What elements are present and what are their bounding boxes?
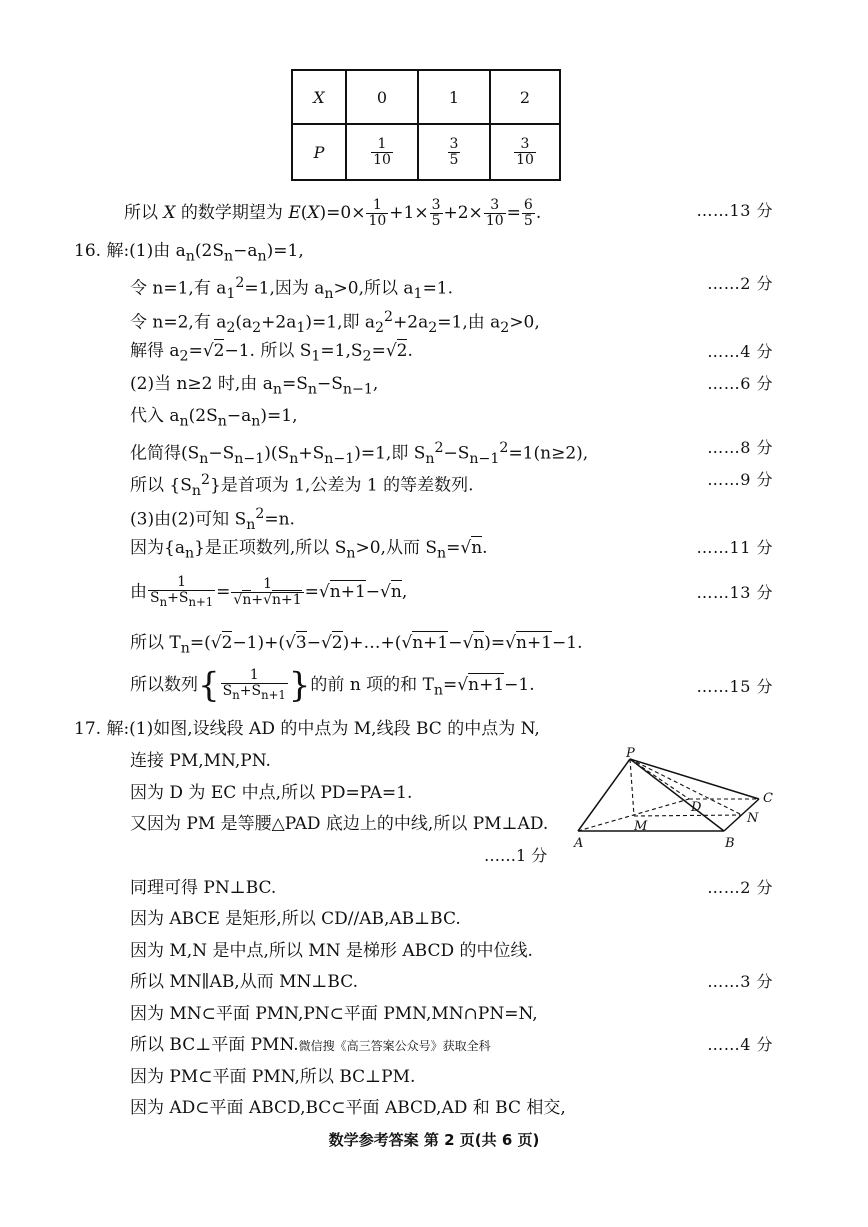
label-d: D (691, 800, 702, 815)
solution-line: 又因为 PM 是等腰△PAD 底边上的中线,所以 PM⊥AD. (130, 814, 549, 834)
score-marker: ……15 分 (696, 677, 773, 696)
label-a: A (574, 836, 584, 851)
label-p: P (626, 746, 635, 761)
score-marker: ……1 分 (484, 846, 548, 865)
page-footer: 数学参考答案 第 2 页(共 6 页) (328, 1131, 540, 1149)
label-c: C (763, 791, 773, 806)
table-header-x: X (292, 70, 346, 124)
solution-line: 因为 MN⊂平面 PMN,PN⊂平面 PMN,MN∩PN=N, (130, 1004, 538, 1024)
question-17-heading: 17. 解:(1)如图,设线段 AD 的中点为 M,线段 BC 的中点为 N, (74, 719, 540, 739)
solution-line: 化简得$(S_n-S_{n-1})(S_n+S_{n-1})=1$,即 $S_n^2-S_{n-1}^2=1(n\ge 2)$, (130, 440, 589, 468)
score-marker: ……4 分 (707, 1035, 773, 1054)
segment-pm (630, 759, 634, 816)
expectation-line: 所以 X 的数学期望为 E(X)=0× $\frac{1}{10}$ +1× $\frac{3}{5}$ +2× $\frac{3}{10}$ = $\frac{6}{5}$ . (124, 197, 542, 229)
solution-line: 所以 BC⊥平面 PMN.微信搜《高三答案公众号》获取全科 (130, 1035, 491, 1055)
table-prob-cell: $\frac{1}{10}$ (346, 124, 418, 180)
solution-line: 连接 PM,MN,PN. (130, 751, 271, 771)
score-marker: ……4 分 (707, 342, 773, 361)
solution-line: 令 n=2,有 $a_2(a_2+2a_1)=1$,即 $a_2^2+2a_2=1$,由 $a_2>0$, (130, 309, 540, 337)
solution-line: 所以 $T_n=(√2-1)+(√3-√2)+\dots+(√n+1-√n)=√n+1-1$. (130, 633, 583, 657)
score-marker: ……6 分 (707, 374, 773, 393)
label-m: M (634, 819, 648, 834)
edge-pc (630, 759, 759, 799)
score-marker: ……2 分 (707, 878, 773, 897)
label-n: N (747, 811, 759, 826)
solution-line: 令 n=1,有 $a_1^2=1$,因为 $a_n>0$,所以 $a_1=1$. (130, 275, 454, 303)
solution-line: 由 $\frac{1}{S_n+S_{n+1}}$ = $\frac{1}{√n+√n+1}$ =√n+1−√n, (130, 574, 408, 609)
table-prob-cell: $\frac{3}{5}$ (418, 124, 490, 180)
solution-line: 因为 M,N 是中点,所以 MN 是梯形 ABCD 的中位线. (130, 941, 533, 961)
solution-line: 所以 MN∥AB,从而 MN⊥BC. (130, 972, 358, 992)
edge-pa (578, 759, 630, 831)
solution-line: 因为 ABCE 是矩形,所以 CD//AB,AB⊥BC. (130, 909, 461, 929)
score-marker: ……8 分 (707, 438, 773, 457)
table-header-cell: 1 (418, 70, 490, 124)
table-header-cell: 0 (346, 70, 418, 124)
solution-line: 所以 $\{S_n^2\}$是首项为 1,公差为 1 的等差数列. (130, 472, 474, 500)
segment-pn (630, 759, 742, 815)
solution-line: 因为 AD⊂平面 ABCD,BC⊂平面 ABCD,AD 和 BC 相交, (130, 1098, 566, 1118)
pyramid-figure (572, 745, 782, 855)
solution-line: 解得 $a_2=√2-1$. 所以 $S_1=1,S_2=√2$. (130, 341, 413, 365)
label-b: B (725, 836, 735, 851)
table-p-label: P (292, 124, 346, 180)
solution-line: 因为 PM⊂平面 PMN,所以 BC⊥PM. (130, 1067, 416, 1087)
solution-line: 因为$\{a_n\}$是正项数列,所以 $S_n>0$,从而 $S_n=√n$. (130, 538, 488, 562)
score-marker: ……9 分 (707, 470, 773, 489)
score-marker: ……3 分 (707, 972, 773, 991)
edge-pd (630, 759, 689, 799)
segment-mn (634, 815, 742, 816)
watermark-text: 微信搜《高三答案公众号》获取全科 (298, 1039, 491, 1053)
table-prob-cell: $\frac{3}{10}$ (490, 124, 560, 180)
solution-line: 同理可得 PN⊥BC. (130, 878, 277, 898)
solution-line: 所以数列{ $\frac{1}{S_n+S_{n+1}}$ }的前 n 项的和 $T_n=√n+1-1$. (130, 665, 535, 706)
score-marker: ……11 分 (696, 538, 773, 557)
solution-line: (3)由(2)可知 $S_n^2=n$. (130, 506, 295, 534)
question-16-heading: 16. 解:(1)由 $a_n(2S_n-a_n)=1$, (74, 241, 304, 265)
distribution-table (291, 69, 561, 181)
table-header-cell: 2 (490, 70, 560, 124)
solution-line: 因为 D 为 EC 中点,所以 PD=PA=1. (130, 783, 413, 803)
score-marker: ……13 分 (696, 201, 773, 220)
solution-line: (2)当 n≥2 时,由 $a_n=S_n-S_{n-1}$, (130, 374, 379, 398)
score-marker: ……2 分 (707, 274, 773, 293)
score-marker: ……13 分 (696, 583, 773, 602)
solution-line: 代入 $a_n(2S_n-a_n)=1$, (130, 406, 298, 430)
